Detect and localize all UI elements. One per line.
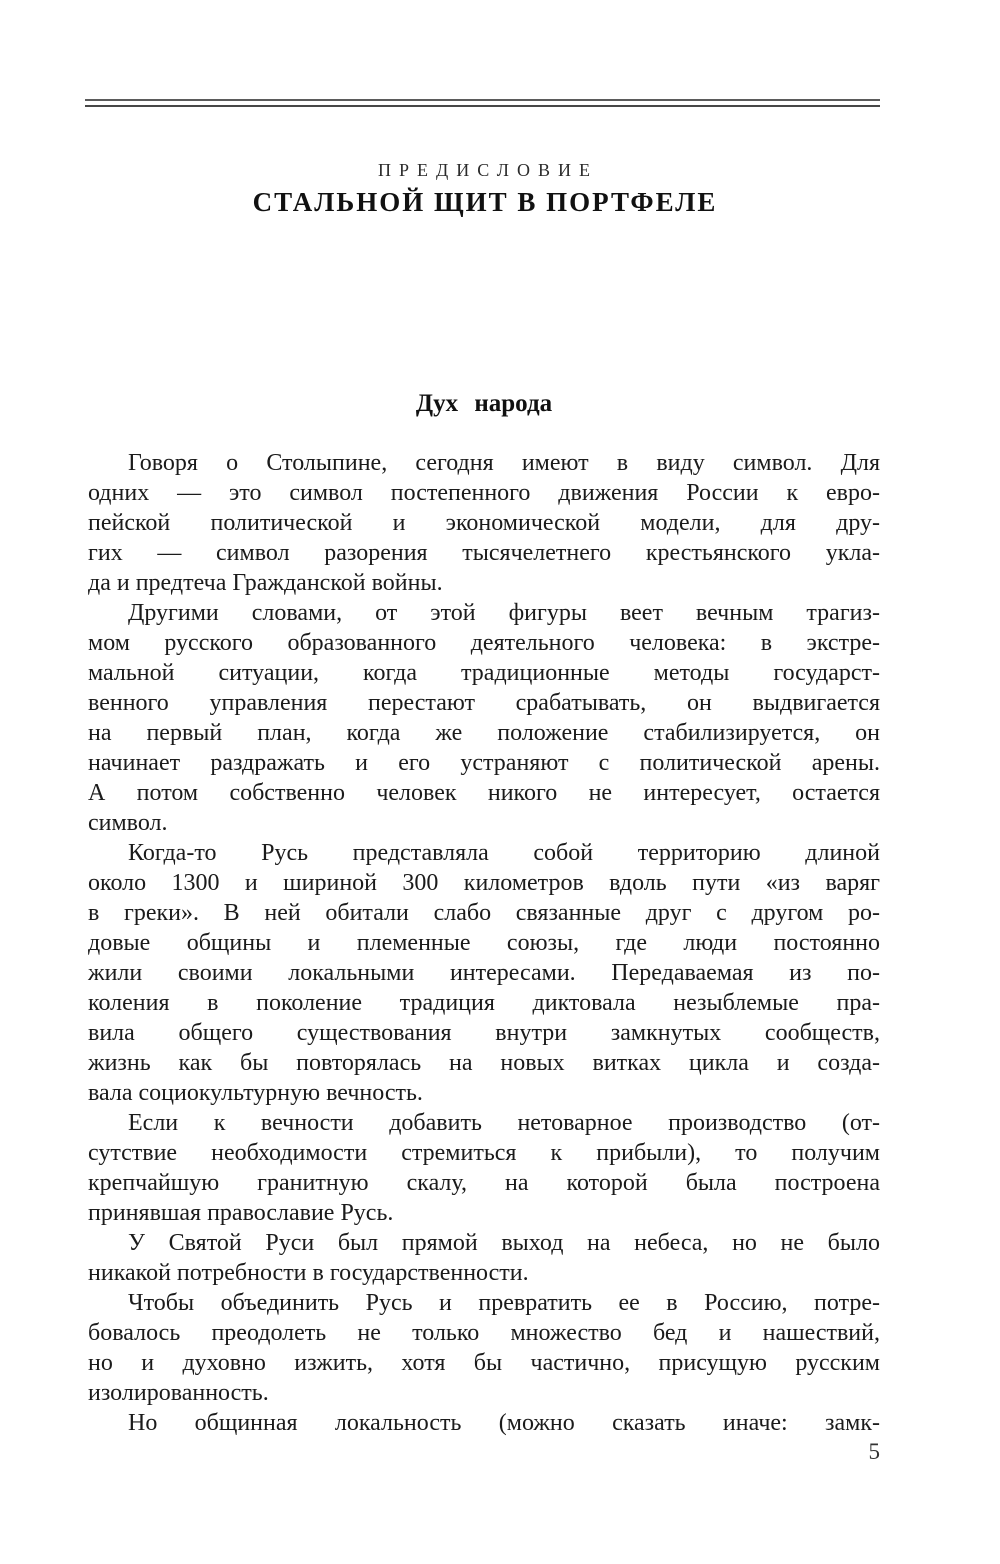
text-line: венного управления перестают срабатывать, он выдвигается [88,690,880,716]
text-line: на первый план, когда же положение стабилизируется, он [88,720,880,746]
text-line: пейской политической и экономической модели, для дру- [88,510,880,536]
text-line: около 1300 и шириной 300 километров вдоль пути «из варяг [88,870,880,896]
text-line: начинает раздражать и его устраняют с политической арены. [88,750,880,776]
text-line: Когда-то Русь представляла собой территорию длиной [128,840,880,866]
paragraph [88,598,880,838]
text-line: символ. [88,810,168,836]
text-line: довые общины и племенные союзы, где люди постоянно [88,930,880,956]
text-line: одних — это символ постепенного движения России к евро- [88,480,880,506]
preface-heading: ПРЕДИСЛОВИЕ [377,160,599,180]
text-line: Чтобы объединить Русь и превратить ее в Россию, потре- [128,1290,880,1316]
page-number: 5 [868,1439,880,1464]
text-line: жили своими локальными интересами. Передаваемая из по- [88,960,880,986]
text-line: Другими словами, от этой фигуры веет вечным трагиз- [128,600,880,626]
text-line: мальной ситуации, когда традиционные методы государст- [88,660,880,686]
text-line: изолированность. [88,1380,269,1406]
text-line: У Святой Руси был прямой выход на небеса, но не было [128,1230,880,1256]
text-line: гих — символ разорения тысячелетнего крестьянского укла- [88,540,880,566]
text-line: но и духовно изжить, хотя бы частично, присущую русским [88,1350,880,1376]
text-line: коления в поколение традиция диктовала незыблемые пра- [88,990,880,1016]
section-heading: Дух народа [415,390,553,417]
text-line: бовалось преодолеть не только множество бед и нашествий, [88,1320,880,1346]
paragraph [88,448,880,598]
paragraph [88,1408,880,1438]
text-line: крепчайшую гранитную скалу, на которой была построена [88,1170,880,1196]
text-line: Но общинная локальность (можно сказать иначе: замк- [128,1410,880,1436]
text-line: сутствие необходимости стремиться к прибыли), то получим [88,1140,880,1166]
text-line: вала социокультурную вечность. [88,1080,423,1106]
text-line: мом русского образованного деятельного человека: в экстре- [88,630,880,656]
text-line: А потом собственно человек никого не интересует, остается [88,780,880,806]
text-line: жизнь как бы повторялась на новых витках цикла и созда- [88,1050,880,1076]
chapter-title: СТАЛЬНОЙ ЩИТ В ПОРТФЕЛЕ [252,187,718,217]
text-line: Если к вечности добавить нетоварное производство (от- [128,1110,880,1136]
body-text [88,448,880,1438]
paragraph [88,1108,880,1228]
text-line: вила общего существования внутри замкнутых сообществ, [88,1020,880,1046]
text-line: в греки». В ней обитали слабо связанные друг с другом ро- [88,900,880,926]
paragraph [88,1228,880,1288]
text-line: да и предтеча Гражданской войны. [88,570,443,596]
paragraph [88,838,880,1108]
text-line: никакой потребности в государственности. [88,1260,529,1286]
paragraph [88,1288,880,1408]
text-line: принявшая православие Русь. [88,1200,394,1226]
header-rule [85,99,880,107]
text-line: Говоря о Столыпине, сегодня имеют в виду символ. Для [128,450,880,476]
